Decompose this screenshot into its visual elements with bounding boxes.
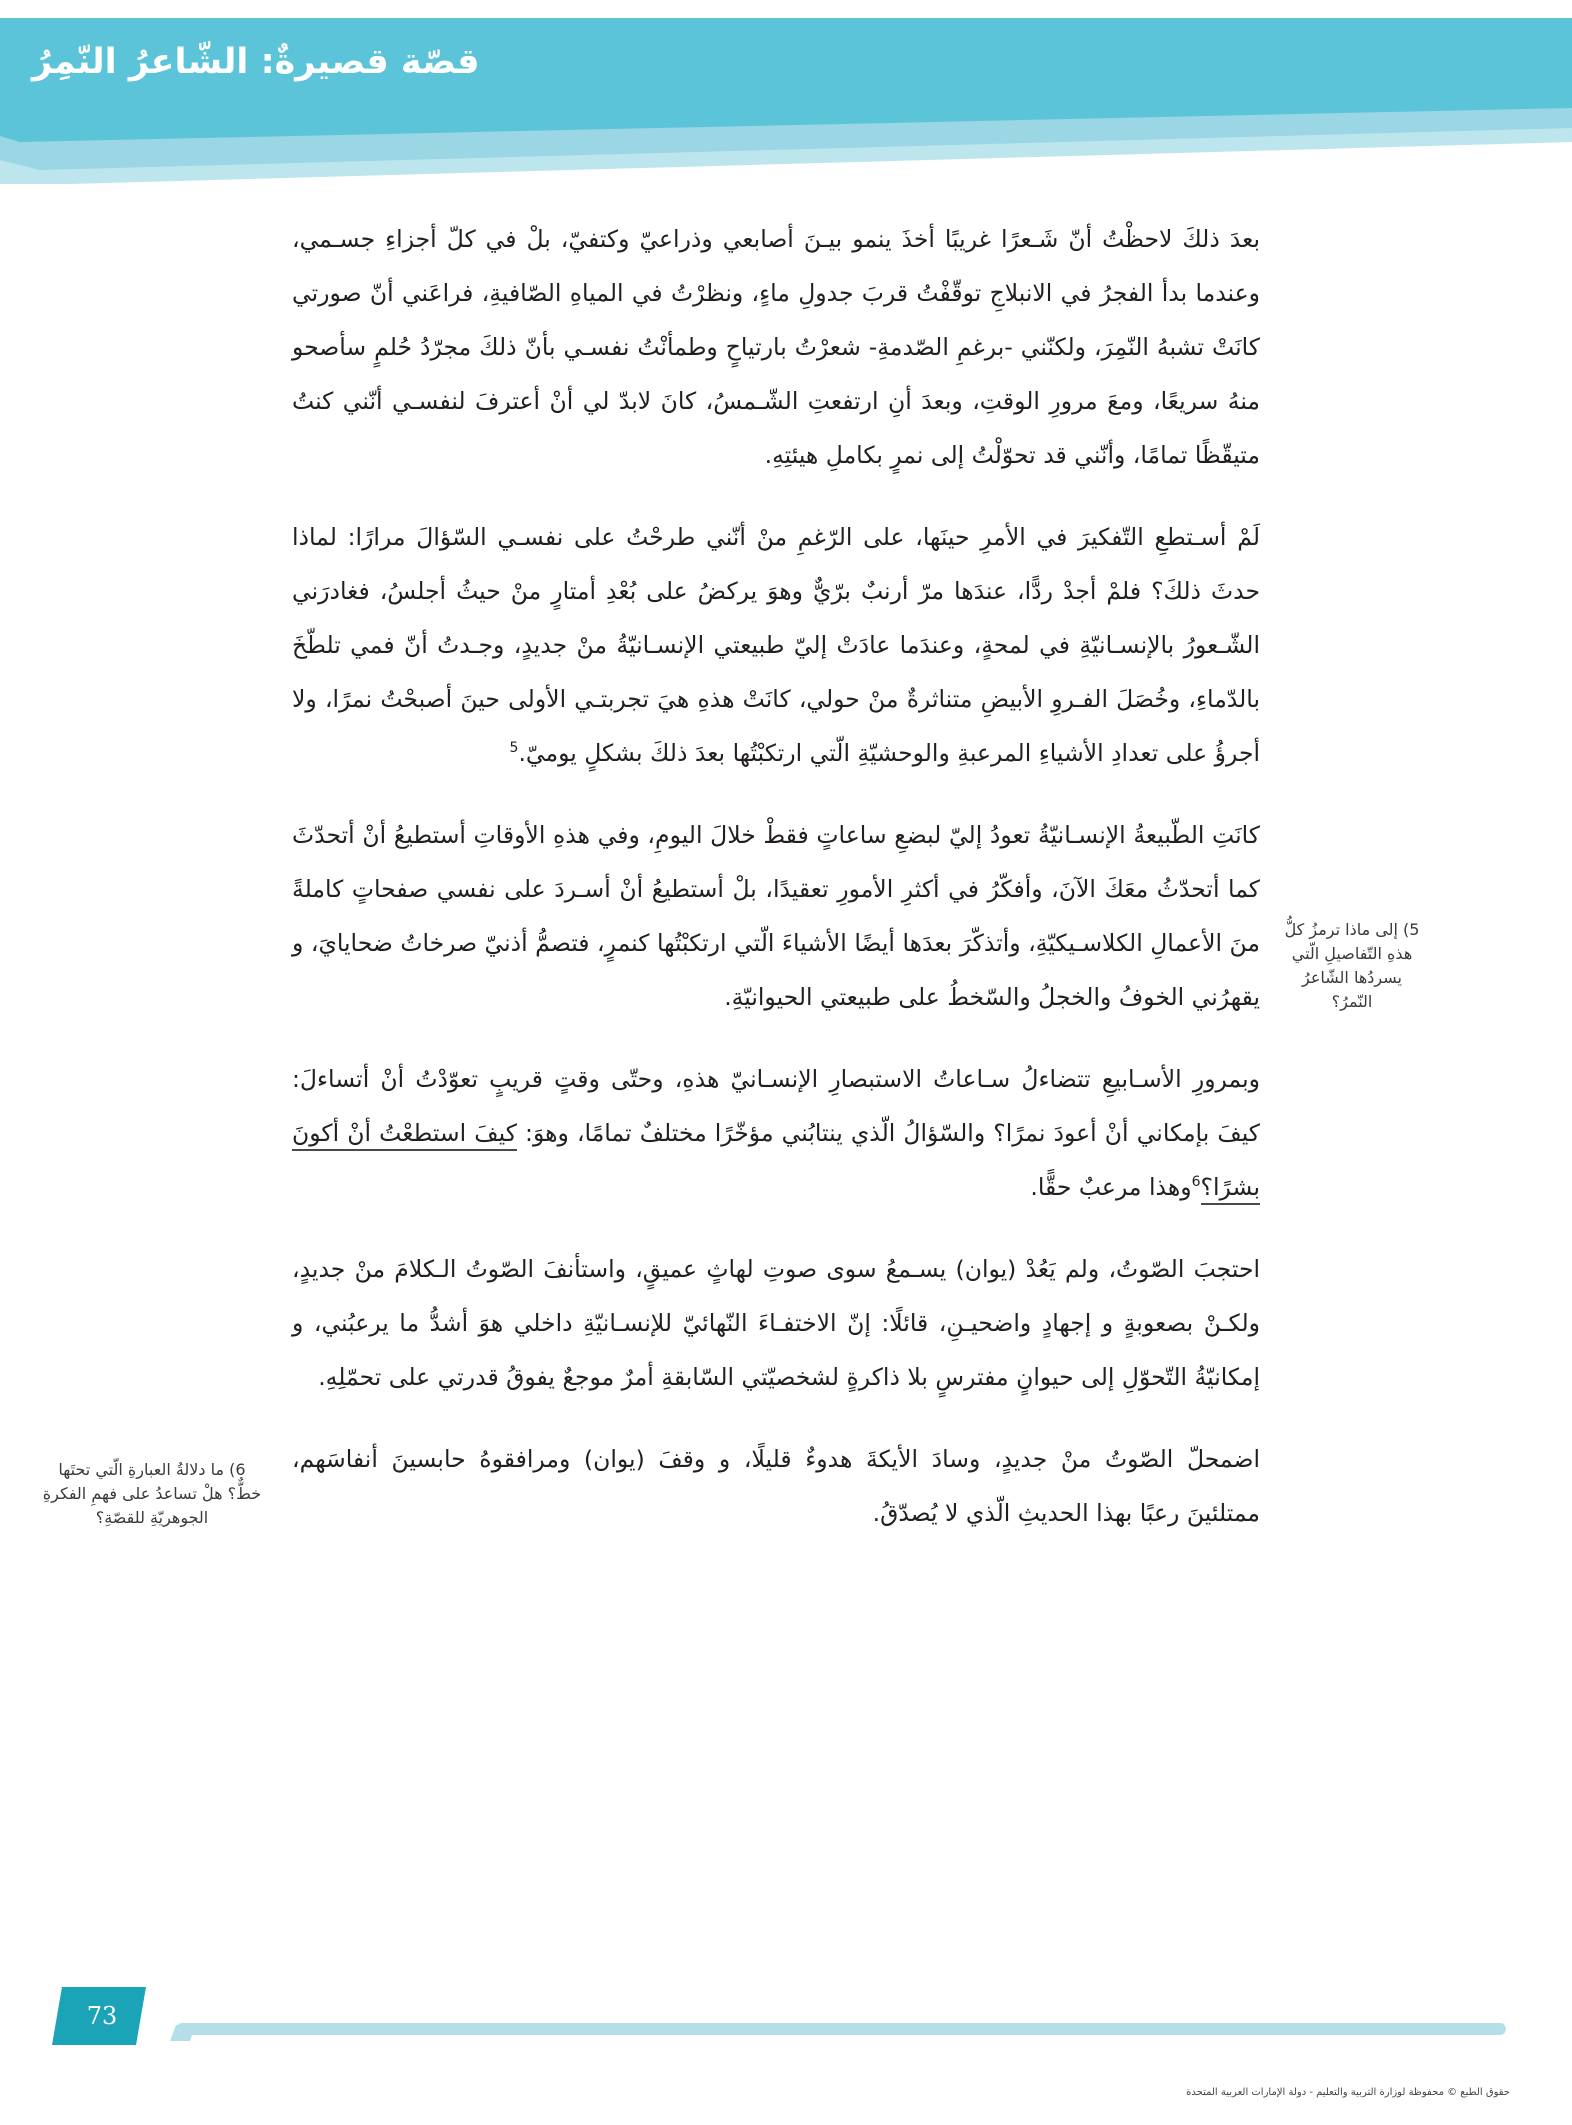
- page-title: قصّة قصيرةٌ: الشّاعرُ النّمِرُ: [32, 42, 480, 82]
- paragraph-5-text: احتجبَ الصّوتُ، ولم يَعُدْ (يوان) يسـمعُ سوى صوتِ لهاثٍ عميقٍ، واستأنفَ الصّوتُ الـكلامَ منْ جديدٍ، ولكـنْ بصعوبةٍ و إجهادٍ واضحيـنِ، قائلًا: إنّ الاختفـاءَ النّهائيّ للإنسـانيّةِ داخلي هوَ أشدُّ ما يرعبُني، و إمكانيّةُ التّحوّلِ إلى حيوانٍ مفترسٍ بلا ذاكرةٍ لشخصيّتي السّابقةِ أمرٌ موجعٌ يفوقُ قدرتي على تحمّلِهِ.: [292, 1255, 1260, 1391]
- footnote-marker-5: 5: [509, 740, 519, 757]
- footnote-marker-6: 6: [1191, 1174, 1201, 1191]
- paragraph-3: [292, 808, 1260, 1024]
- paragraph-2-text: لَمْ أسـتطعِ التّفكيرَ في الأمرِ حينَها، على الرّغمِ منْ أنّني طرحْتُ على نفسـي السّؤالَ مرارًا: لماذا حدثَ ذلكَ؟ فلمْ أجدْ ردًّا، عندَها مرّ أرنبٌ برّيٌّ وهوَ يركضُ على بُعْدِ أمتارٍ منْ حيثُ أجلسُ، فغادرَني الشّـعورُ بالإنسـانيّةِ في لمحةٍ، وعندَما عادَتْ إليّ طبيعتي الإنسـانيّةُ منْ جديدٍ، وجـدتُ أنّ فمي تلطّخَ بالدّماءِ، وخُصَلَ الفـروِ الأبيضِ متناثرةٌ منْ حولي، كانَتْ هذهِ هيَ تجربتـي الأولى حينَ أصبحْتُ نمرًا، ولا أجرؤُ على تعدادِ الأشياءِ المرعبةِ والوحشيّةِ الّتي ارتكبْتُها بعدَ ذلكَ بشكلٍ يوميّ.: [292, 523, 1260, 767]
- footer-decoration: [0, 1975, 1572, 2095]
- paragraph-5: [292, 1242, 1260, 1404]
- paragraph-3-text: كانَتِ الطّبيعةُ الإنسـانيّةُ تعودُ إليّ لبضعِ ساعاتٍ فقطْ خلالَ اليومِ، وفي هذهِ الأوقاتِ أستطيعُ أنْ أتحدّثَ كما أتحدّثُ معَكَ الآنَ، وأفكّرُ في أكثرِ الأمورِ تعقيدًا، بلْ أستطيعُ أنْ أسـردَ على نفسي صفحاتٍ كاملةً منَ الأعمالِ الكلاسـيكيّةِ، وأتذكّرَ بعدَها أيضًا الأشياءَ الّتي ارتكبْتُها كنمرٍ، فتصمُّ أذنيّ صرخاتُ ضحايايَ، و يقهرُني الخوفُ والخجلُ والسّخطُ على طبيعتي الحيوانيّةِ.: [292, 821, 1260, 1011]
- paragraph-6-text: اضمحلّ الصّوتُ منْ جديدٍ، وسادَ الأيكةَ هدوءٌ قليلًا، و وقفَ (يوان) ومرافقوهُ حابسينَ أنفاسَهم، ممتلئينَ رعبًا بهذا الحديثِ الّذي لا يُصدّقُ.: [292, 1445, 1260, 1527]
- copyright-notice: حقوق الطبع © محفوظة لوزارة التربية والتعليم - دولة الإمارات العربية المتحدة: [1186, 2087, 1510, 2098]
- paragraph-1: [292, 212, 1260, 482]
- side-note-5: 5) إلى ماذا ترمزُ كلُّ هذهِ التّفاصيلِ الّتي يسردُها الشّاعرُ النّمرُ؟: [1284, 920, 1420, 1011]
- story-body: [292, 212, 1260, 1568]
- paragraph-4: [292, 1052, 1260, 1214]
- side-note-6: 6) ما دلالةُ العبارةِ الّتي تحتَها خطٌّ؟ هلْ تساعدُ على فهمِ الفكرةِ الجوهريّةِ للقصّةِ؟: [42, 1460, 262, 1527]
- paragraph-4-text-after: وهذا مرعبٌ حقًّا.: [1030, 1173, 1192, 1201]
- footer-rule: [176, 2023, 1506, 2035]
- underlined-phrase: كيفَ استطعْتُ أنْ أكونَ بشرًا؟: [292, 1119, 1260, 1205]
- paragraph-4-text-before: وبمرورِ الأسـابيعِ تتضاءلُ سـاعاتُ الاستبصارِ الإنسـانيّ هذهِ، وحتّى وقتٍ قريبٍ تعوّدْتُ أنْ أتساءلَ: كيفَ بإمكاني أنْ أعودَ نمرًا؟ والسّؤالُ الّذي ينتابُني مؤخّرًا مختلفٌ تمامًا، وهوَ:: [292, 1065, 1260, 1147]
- header-banner: [0, 0, 1572, 190]
- page-number: 73: [86, 2002, 118, 2030]
- paragraph-1-text: بعدَ ذلكَ لاحظْتُ أنّ شَـعرًا غريبًا أخذَ ينمو بيـنَ أصابعي وذراعيّ وكتفيّ، بلْ في كلّ أجزاءِ جسـمي، وعندما بدأ الفجرُ في الانبلاجِ توقّفْتُ قربَ جدولِ ماءٍ، ونظرْتُ في المياهِ الصّافيةِ، فراعَني أنّ صورتي كانَتْ تشبهُ النّمِرَ، ولكنّني -برغمِ الصّدمةِ- شعرْتُ بارتياحٍ وطمأنْتُ نفسـي بأنّ ذلكَ مجرّدُ حُلمٍ سأصحو منهُ سريعًا، ومعَ مرورِ الوقتِ، وبعدَ أنِ ارتفعتِ الشّـمسُ، كانَ لابدّ لي أنْ أعترفَ لنفسـي أنّني كنتُ متيقّظًا تمامًا، وأنّني قد تحوّلْتُ إلى نمرٍ بكاملِ هيئتِهِ.: [292, 225, 1260, 469]
- paragraph-2: [292, 510, 1260, 780]
- paragraph-6: [292, 1432, 1260, 1540]
